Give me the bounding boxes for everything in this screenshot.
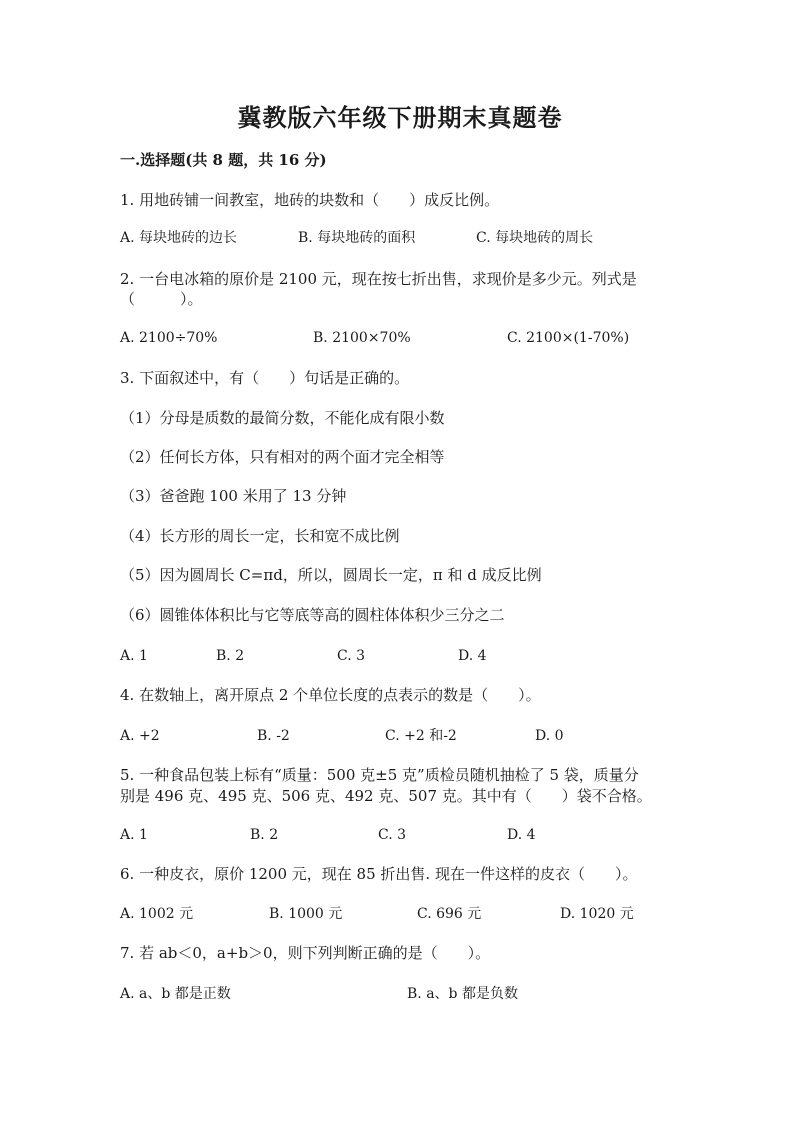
question-4-option-a: A. +2 <box>120 728 160 744</box>
question-1-option-a: A. 每块地砖的边长 <box>120 230 238 246</box>
question-6-option-c: C. 696 元 <box>417 906 482 922</box>
question-1-option-b: B. 每块地砖的面积 <box>298 230 416 246</box>
question-2-option-c: C. 2100×(1-70%) <box>507 330 630 346</box>
question-3-statement: （5）因为圆周长 C=πd，所以，圆周长一定，π 和 d 成反比例 <box>120 566 542 584</box>
question-3-option-b: B. 2 <box>216 648 245 664</box>
question-4-stem: 4. 在数轴上，离开原点 2 个单位长度的点表示的数是（ ）。 <box>120 686 541 704</box>
question-3-option-a: A. 1 <box>120 648 148 664</box>
question-1-option-c: C. 每块地砖的周长 <box>476 230 594 246</box>
question-6-option-d: D. 1020 元 <box>560 906 634 922</box>
question-3-statement: （2）任何长方体，只有相对的两个面才完全相等 <box>120 448 445 466</box>
question-5-option-b: B. 2 <box>250 827 279 843</box>
question-5-option-c: C. 3 <box>378 827 407 843</box>
question-2-stem-line-2: （ ）。 <box>120 290 203 308</box>
page-title: 冀教版六年级下册期末真题卷 <box>237 103 563 132</box>
question-4-option-c: C. +2 和-2 <box>385 728 457 744</box>
question-3-option-d: D. 4 <box>458 648 487 664</box>
question-2-stem-line-1: 2. 一台电冰箱的原价是 2100 元，现在按七折出售，求现价是多少元。列式是 <box>120 270 637 288</box>
question-1-stem: 1. 用地砖铺一间教室，地砖的块数和（ ）成反比例。 <box>120 191 500 209</box>
question-7-stem: 7. 若 ab＜0，a+b＞0，则下列判断正确的是（ ）。 <box>120 944 491 962</box>
question-4-option-b: B. -2 <box>257 728 290 744</box>
question-5-option-a: A. 1 <box>120 827 148 843</box>
question-2-option-a: A. 2100÷70% <box>120 330 218 346</box>
question-2-option-b: B. 2100×70% <box>313 330 411 346</box>
question-5-option-d: D. 4 <box>507 827 536 843</box>
section-heading: 一.选择题(共 8 题，共 16 分) <box>120 151 327 169</box>
question-5-stem-line-1: 5. 一种食品包装上标有“质量：500 克±5 克”质检员随机抽检了 5 袋，质量分 <box>120 766 639 784</box>
question-3-statement: （1）分母是质数的最简分数，不能化成有限小数 <box>120 409 445 427</box>
question-6-option-a: A. 1002 元 <box>120 906 194 922</box>
question-7-option-a: A. a、b 都是正数 <box>120 986 231 1002</box>
question-7-option-b: B. a、b 都是负数 <box>407 986 518 1002</box>
question-3-statement: （4）长方形的周长一定，长和宽不成比例 <box>120 527 400 545</box>
question-5-stem-line-2: 别是 496 克、495 克、506 克、492 克、507 克。其中有（ ）袋不合格。 <box>120 787 652 805</box>
question-3-statement: （6）圆锥体体积比与它等底等高的圆柱体体积少三分之二 <box>120 606 505 624</box>
question-6-option-b: B. 1000 元 <box>269 906 343 922</box>
question-3-stem: 3. 下面叙述中，有（ ）句话是正确的。 <box>120 369 410 387</box>
question-3-statement: （3）爸爸跑 100 米用了 13 分钟 <box>120 487 347 505</box>
question-6-stem: 6. 一种皮衣，原价 1200 元，现在 85 折出售. 现在一件这样的皮衣（ ）。 <box>120 865 638 883</box>
question-3-option-c: C. 3 <box>337 648 366 664</box>
question-4-option-d: D. 0 <box>535 728 564 744</box>
